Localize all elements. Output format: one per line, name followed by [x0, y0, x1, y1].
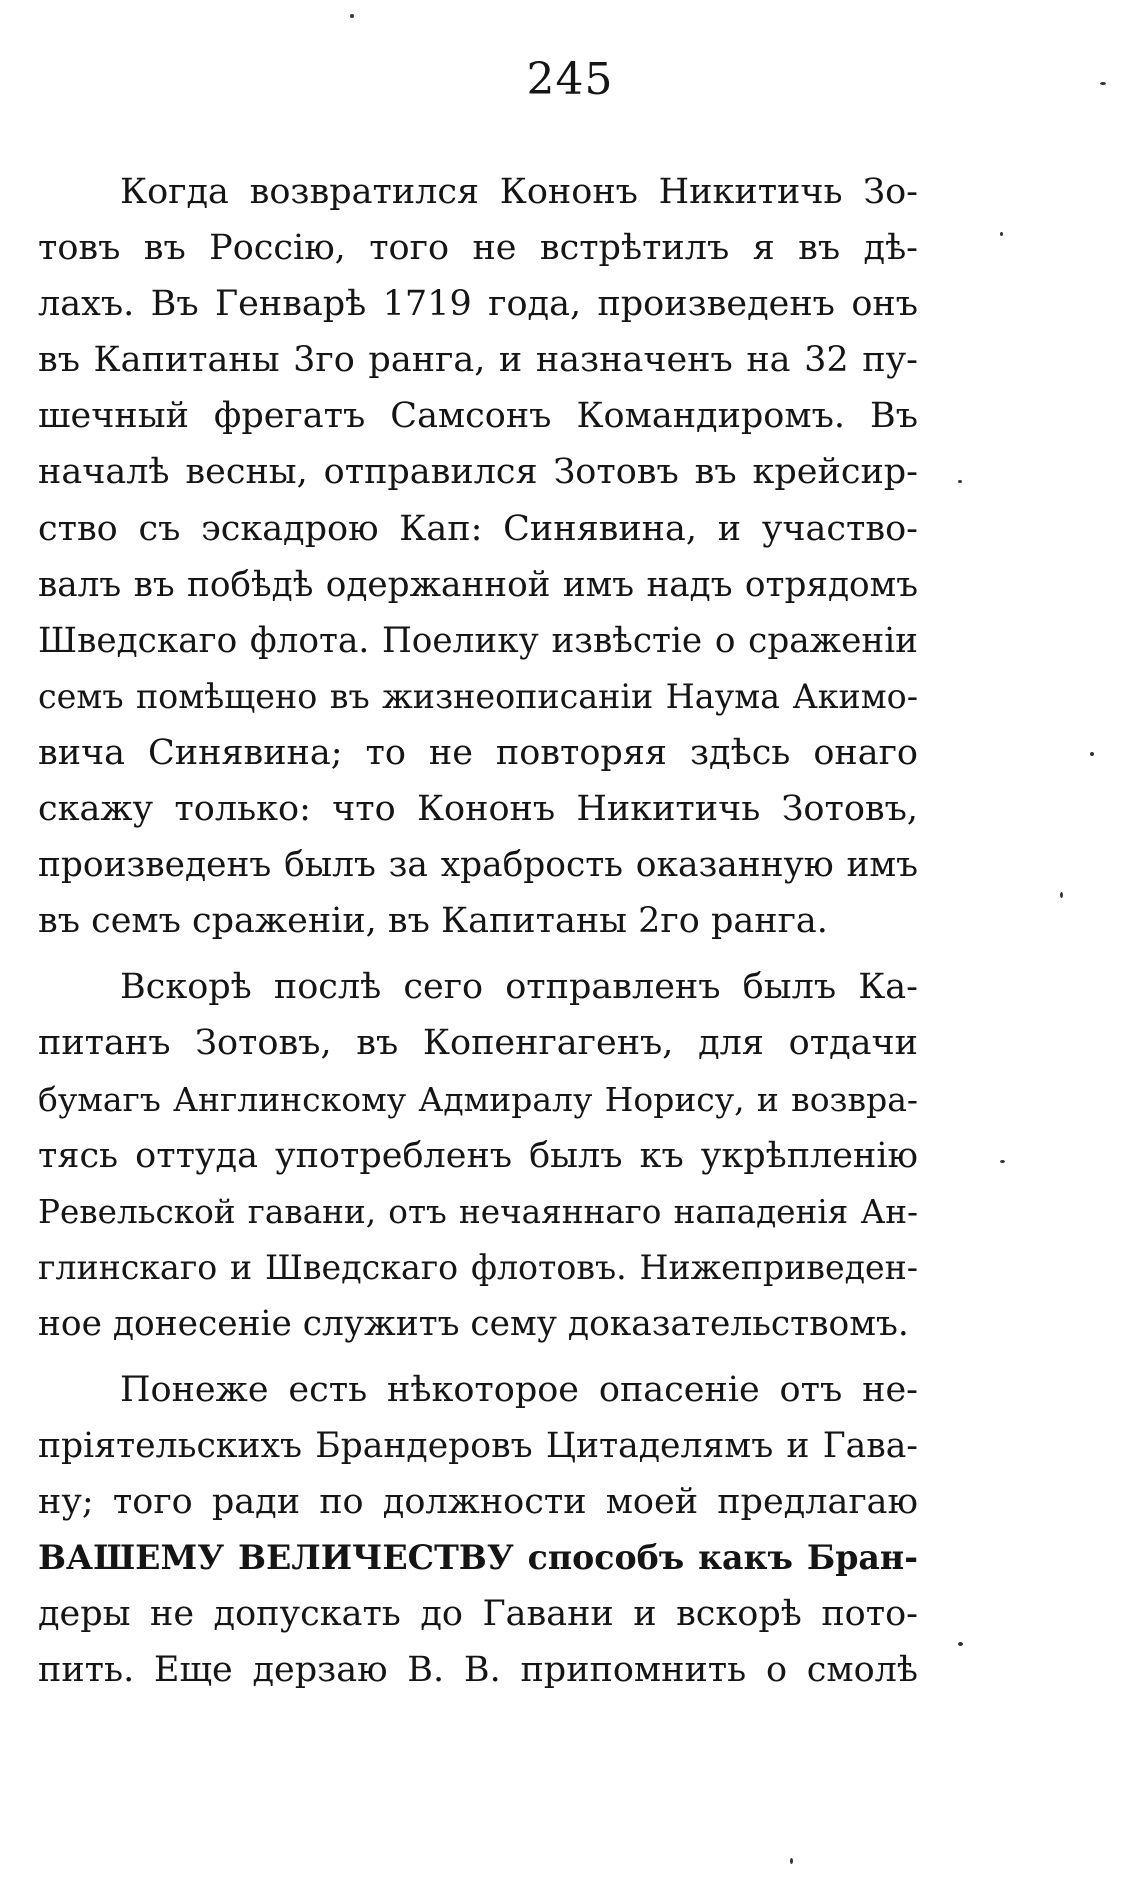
text-line: въ Капитаны 3го ранга, и назначенъ на 32 пу-	[38, 340, 918, 381]
ink-speck	[958, 480, 962, 483]
text-line: питанъ Зотовъ, въ Копенгагенъ, для отдачи	[38, 1023, 918, 1064]
page-number: 245	[526, 54, 614, 105]
paragraph-1	[38, 164, 918, 949]
paragraph-2	[38, 959, 918, 1352]
ink-speck	[790, 1858, 793, 1864]
text-line: Понеже есть нѣкоторое опасеніе отъ не-	[120, 1369, 918, 1410]
text-line: Ревельской гавани, отъ нечаяннаго нападенія Ан-	[38, 1192, 918, 1231]
text-line: деры не допускать до Гавани и вскорѣ пото-	[38, 1594, 918, 1635]
ink-speck	[1000, 232, 1003, 236]
ink-speck	[1090, 752, 1094, 756]
text-line: въ семъ сраженіи, въ Капитаны 2го ранга.	[38, 901, 828, 942]
paragraph-3	[38, 1362, 918, 1699]
ink-speck	[1100, 82, 1106, 85]
text-line: произведенъ былъ за храбрость оказанную имъ	[38, 845, 918, 886]
ink-speck	[958, 1642, 963, 1646]
text-line: пріятельскихъ Брандеровъ Цитаделямъ и Гава-	[38, 1426, 918, 1467]
ink-speck	[1060, 892, 1063, 898]
text-line: Вскорѣ послѣ сего отправленъ былъ Ка-	[120, 967, 918, 1008]
text-line: Шведскаго флота. Поелику извѣстіе о сраженіи	[38, 620, 918, 661]
text-line: скажу только: что Кононъ Никитичь Зотовъ,	[38, 789, 918, 830]
text-line: пить. Еще дерзаю В. В. припомнить о смолѣ	[38, 1650, 918, 1691]
text-line: ное донесеніе служитъ сему доказательствомъ.	[38, 1303, 909, 1344]
ink-speck	[1000, 1160, 1005, 1163]
text-line: ну; того ради по должности моей предлагаю	[38, 1482, 918, 1523]
body-text	[38, 164, 918, 1699]
text-line: бумагъ Англинскому Адмиралу Норису, и возвра-	[38, 1079, 918, 1119]
text-line: началѣ весны, отправился Зотовъ въ крейсир-	[38, 452, 918, 493]
text-line: тясь оттуда употребленъ былъ къ укрѣпленію	[38, 1135, 918, 1176]
text-line: глинскаго и Шведскаго флотовъ. Нижеприведен-	[38, 1247, 918, 1287]
text-line: товъ въ Россію, того не встрѣтилъ я въ дѣ-	[38, 228, 918, 269]
text-line: ство съ эскадрою Кап: Синявина, и участво-	[38, 508, 918, 549]
ink-speck	[350, 14, 354, 18]
text-line: лахъ. Въ Генварѣ 1719 года, произведенъ онъ	[38, 284, 918, 325]
text-line: вича Синявина; то не повторяя здѣсь онаго	[38, 732, 918, 773]
text-line: семъ помѣщено въ жизнеописаніи Наума Акимо-	[38, 676, 918, 716]
text-line: валъ въ побѣдѣ одержанной имъ надъ отрядомъ	[38, 564, 918, 605]
text-line: шечный фрегатъ Самсонъ Командиромъ. Въ	[38, 396, 918, 437]
text-line: ВАШЕМУ ВЕЛИЧЕСТВУ способъ какъ Бран-	[38, 1538, 918, 1578]
text-line: Когда возвратился Кононъ Никитичь Зо-	[120, 172, 918, 212]
